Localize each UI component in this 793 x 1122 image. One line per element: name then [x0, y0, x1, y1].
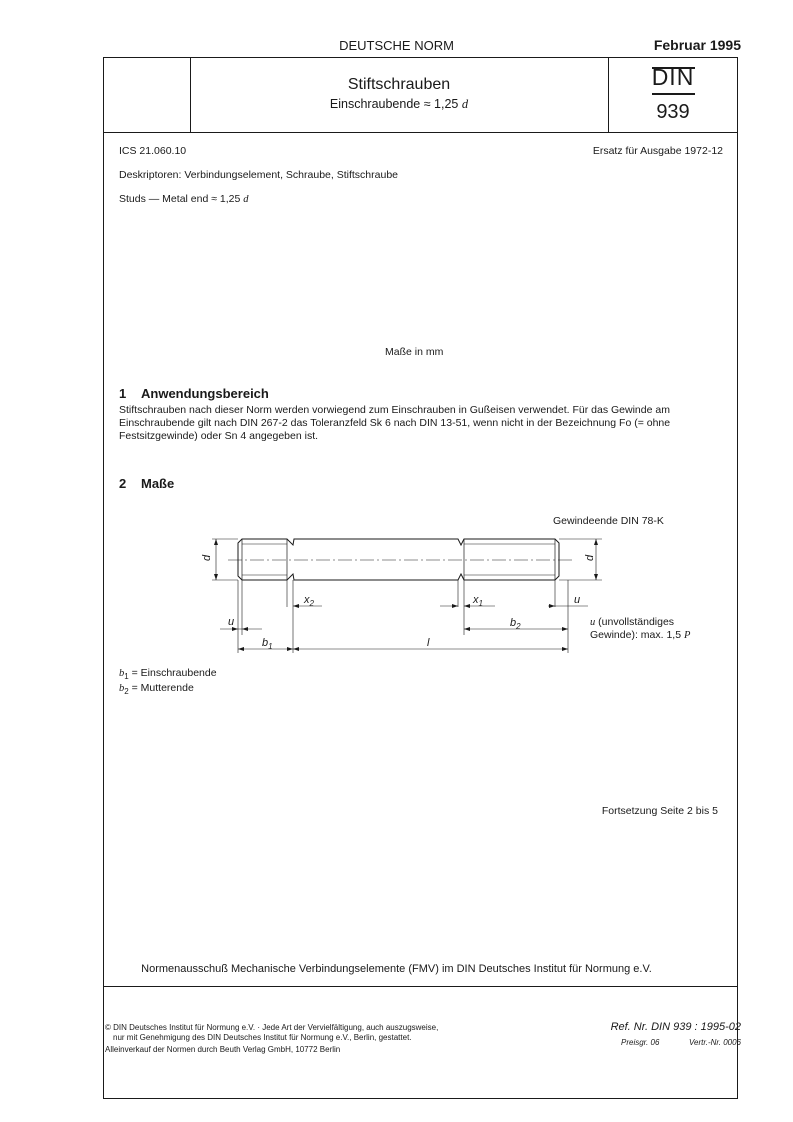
price-group: Preisgr. 06: [621, 1038, 660, 1047]
drawing-label-b2: $b_2$: [510, 617, 521, 631]
thread-end-label: Gewindeende DIN 78-K: [553, 515, 664, 527]
din-logo: DIN: [651, 64, 695, 90]
legend-b1: $b_1$ = Einschraubende: [119, 667, 217, 682]
reference-number: Ref. Nr. DIN 939 : 1995-02: [610, 1021, 741, 1033]
title-block-divider: [103, 132, 738, 133]
drawing-label-d-left: d: [201, 554, 213, 561]
sales-number: Vertr.-Nr. 0006: [688, 1038, 741, 1047]
drawing-label-u-left: u: [228, 616, 235, 628]
copyright-line-1: © DIN Deutsches Institut für Normung e.V. · Jede Art der Vervielfältigung, auch auszugsweise,: [105, 1023, 439, 1032]
note-u-line1: u (unvollständiges: [590, 616, 675, 628]
continuation-note: Fortsetzung Seite 2 bis 5: [601, 805, 718, 817]
drawing-label-d-right: d: [584, 554, 596, 561]
title-block-left-divider: [190, 57, 191, 132]
drawing-label-b1: $b_1$: [262, 637, 273, 651]
section-2-heading: Maße: [141, 476, 175, 491]
document-subtitle: Einschraubende ≈ 1,25 d: [329, 97, 469, 111]
sales-note: Alleinverkauf der Normen durch Beuth Verlag GmbH, 10772 Berlin: [105, 1045, 341, 1054]
descriptors: Deskriptoren: Verbindungselement, Schraube, Stiftschraube: [119, 169, 398, 181]
section-1-text: Stiftschrauben nach dieser Norm werden vorwiegend zum Einschrauben in Gußeisen verwendet. Für das Gewinde am Einschraubende gilt nach DIN 267-2 das Toleranzfeld Sk 6 nach DIN 13-51, wenn nicht in der Bezeichnung Fo (= ohne Festsitzgewinde) oder Sn 4 angegeben ist.: [119, 404, 671, 442]
drawing-label-l: l: [427, 637, 430, 649]
standard-type: DEUTSCHE NORM: [339, 38, 454, 53]
publication-date: Februar 1995: [653, 37, 741, 53]
drawing-label-x1: $x_1$: [473, 594, 483, 608]
title-block-right-divider: [608, 57, 609, 132]
footer-box-divider: [103, 986, 738, 987]
section-2-number: 2: [119, 476, 127, 491]
committee: Normenausschuß Mechanische Verbindungselemente (FMV) im DIN Deutsches Institut für Normung e.V.: [141, 963, 652, 975]
drawing-label-x2: $x_2$: [304, 594, 314, 608]
din-logo-bar-bottom: [652, 93, 695, 95]
legend-b2: $b_2$ = Mutterende: [119, 682, 194, 697]
din-number: 939: [656, 101, 690, 123]
drawing-label-u-right: u: [574, 594, 581, 606]
english-title: Studs — Metal end ≈ 1,25 d: [119, 193, 249, 205]
stud-outline: [238, 539, 559, 580]
copyright-line-2: nur mit Genehmigung des DIN Deutsches Institut für Normung e.V., Berlin, gestattet.: [113, 1033, 412, 1042]
replacement-note: Ersatz für Ausgabe 1972-12: [592, 145, 723, 157]
section-1-number: 1: [119, 386, 127, 401]
document-title: Stiftschrauben: [347, 76, 451, 93]
ics-code: ICS 21.060.10: [119, 145, 187, 157]
note-u-line2: Gewinde): max. 1,5 P: [590, 629, 691, 641]
units-note: Maße in mm: [385, 346, 444, 358]
section-1-heading: Anwendungsbereich: [141, 386, 269, 401]
